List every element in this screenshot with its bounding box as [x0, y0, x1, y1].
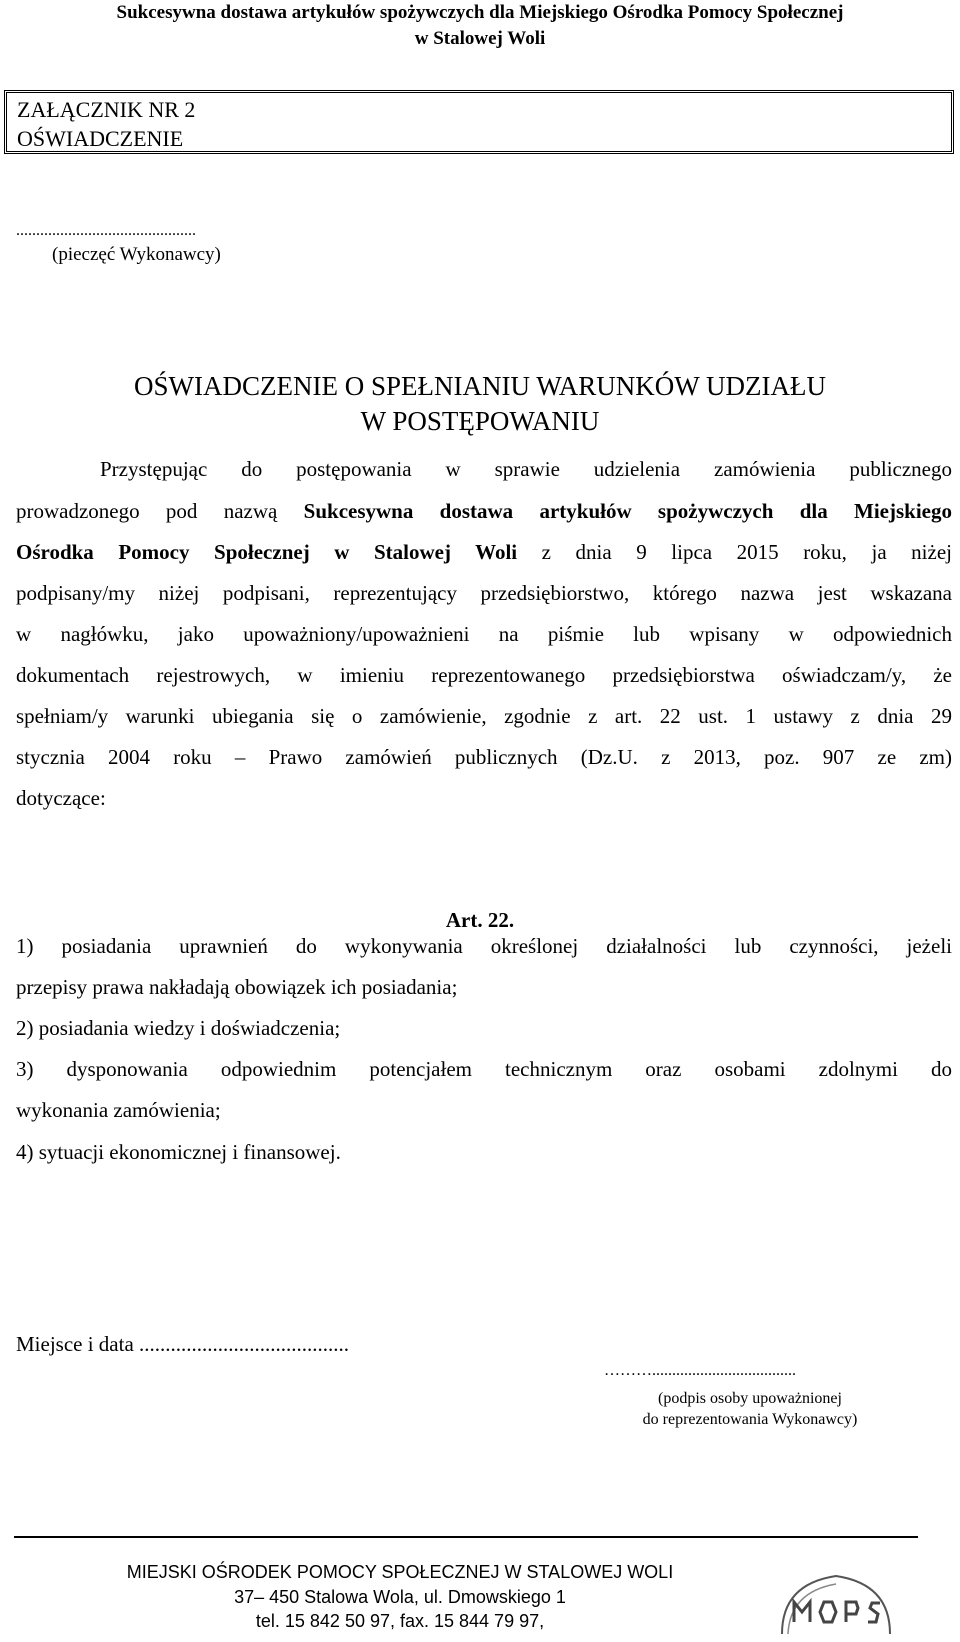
footer-organization: MIEJSKI OŚRODEK POMOCY SPOŁECZNEJ W STALOWEJ WOLI [126, 1562, 674, 1582]
condition-1-line-1: 1) posiadania uprawnień do wykonywania określonej działalności lub czynności, jeżeli [16, 934, 952, 958]
intro-line-5: w nagłówku, jako upoważniony/upoważnieni na piśmie lub wpisany w odpowiednich [16, 622, 952, 646]
article-heading: Art. 22. [445, 908, 515, 932]
intro-line-1: Przystępując do postępowania w sprawie udzielenia zamówienia publicznego [100, 457, 952, 481]
header-line-2: w Stalowej Woli [414, 28, 546, 49]
stamp-label: (pieczęć Wykonawcy) [52, 244, 221, 265]
condition-3-line-2: wykonania zamówienia; [16, 1098, 221, 1122]
condition-1-line-2: przepisy prawa nakładają obowiązek ich posiadania; [16, 975, 458, 999]
intro-line-6: dokumentach rejestrowych, w imieniu reprezentowanego przedsiębiorstwa oświadczam/y, że [16, 663, 952, 687]
stamp-placeholder: ............................................. [16, 222, 196, 239]
contract-name-part-1: Sukcesywna dostawa artykułów spożywczych dla Miejskiego [303, 499, 952, 523]
place-and-date-field: Miejsce i data ........................................ [16, 1332, 350, 1356]
intro-line-4: podpisany/my niżej podpisani, reprezentujący przedsiębiorstwo, którego nazwa jest wskazana [16, 581, 952, 605]
mops-logo [780, 1572, 892, 1636]
footer-address: 37– 450 Stalowa Wola, ul. Dmowskiego 1 [234, 1587, 566, 1607]
page-title [0, 369, 960, 439]
condition-3-line-1: 3) dysponowania odpowiednim potencjałem technicznym oraz osobami zdolnymi do [16, 1057, 952, 1081]
intro-line-8: stycznia 2004 roku – Prawo zamówień publicznych (Dz.U. z 2013, poz. 907 ze zm) [16, 745, 952, 769]
signature-placeholder: ……….................................... [604, 1362, 796, 1379]
condition-2: 2) posiadania wiedzy i doświadczenia; [16, 1016, 341, 1040]
intro-line-3-text: z dnia 9 lipca 2015 roku, ja niżej [517, 540, 952, 564]
condition-4: 4) sytuacji ekonomicznej i finansowej. [16, 1140, 341, 1164]
title-line-2: W POSTĘPOWANIU [360, 406, 600, 436]
contract-name-part-2: Ośrodka Pomocy Społecznej w Stalowej Woli [16, 540, 518, 564]
document-header [0, 0, 960, 52]
title-line-1: OŚWIADCZENIE O SPEŁNIANIU WARUNKÓW UDZIAŁU [134, 371, 826, 401]
intro-line-7: spełniam/y warunki ubiegania się o zamówienie, zgodnie z art. 22 ust. 1 ustawy z dnia 29 [16, 704, 952, 728]
annex-number: ZAŁĄCZNIK NR 2 [17, 97, 196, 122]
footer-contact: tel. 15 842 50 97, fax. 15 844 79 97, [255, 1611, 545, 1631]
intro-line-3 [16, 531, 952, 573]
footer-divider [14, 1536, 918, 1538]
intro-line-2-text: prowadzonego pod nazwą [16, 499, 304, 523]
signature-label-line-2: do reprezentowania Wykonawcy) [642, 1411, 858, 1428]
signature-label-line-1: (podpis osoby upoważnionej [658, 1390, 842, 1407]
signature-label [600, 1388, 900, 1430]
header-line-1: Sukcesywna dostawa artykułów spożywczych dla Miejskiego Ośrodka Pomocy Społecznej [116, 2, 844, 23]
intro-line-9: dotyczące: [16, 786, 106, 810]
annex-type: OŚWIADCZENIE [17, 126, 184, 151]
annex-box [4, 90, 954, 154]
intro-line-2 [16, 490, 952, 532]
